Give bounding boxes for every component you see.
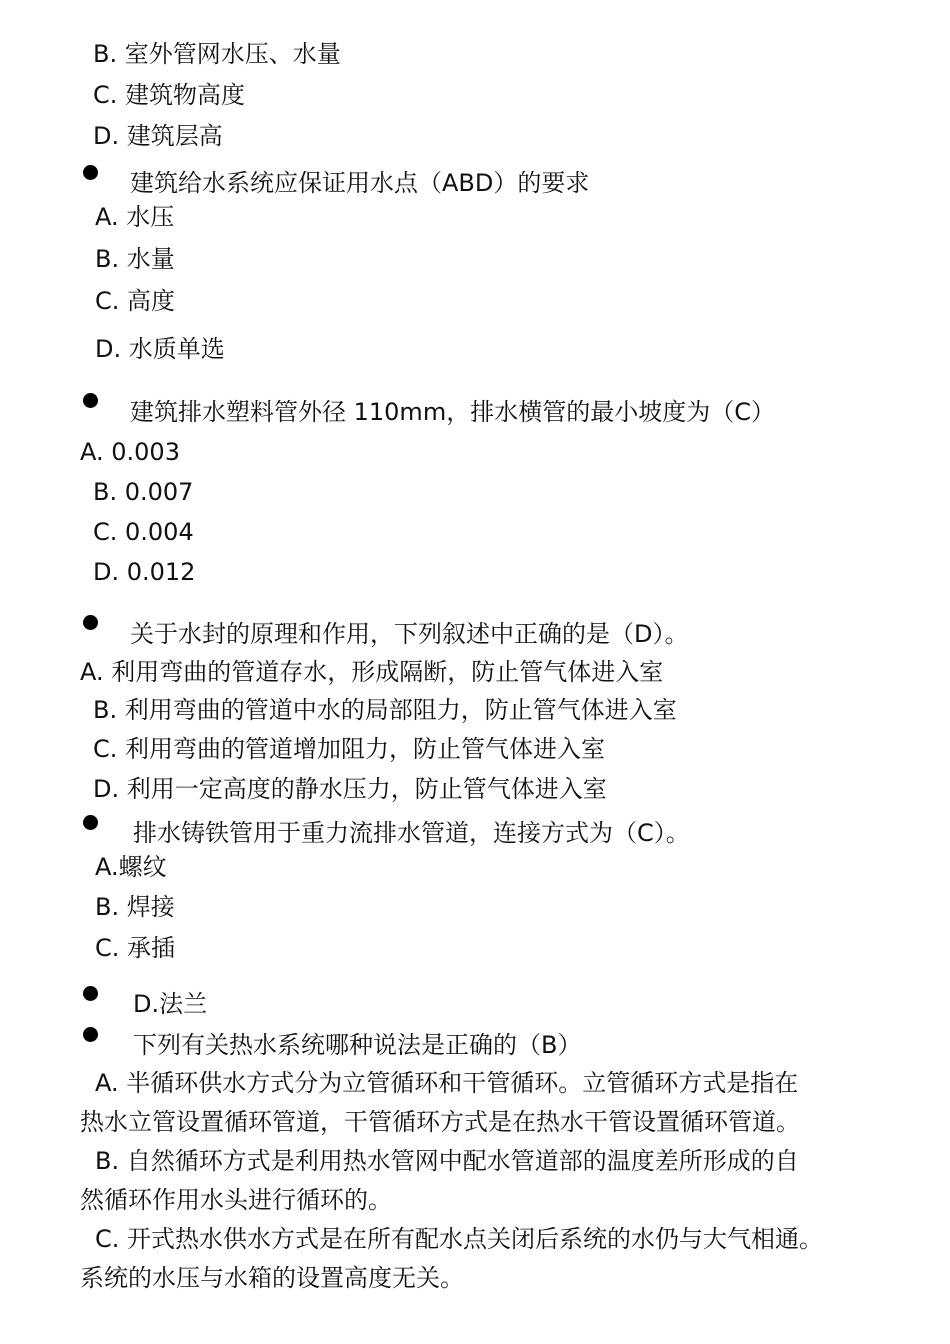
option-line: C. 利用弯曲的管道增加阻力，防止管气体进入室	[93, 735, 606, 763]
question-line: 关于水封的原理和作用，下列叙述中正确的是（D）。	[130, 620, 689, 648]
option-line: B. 焊接	[95, 893, 175, 921]
option-line: B. 0.007	[93, 478, 194, 506]
bullet-icon	[83, 393, 98, 408]
option-line: D. 0.012	[93, 558, 196, 586]
option-line: D.法兰	[133, 990, 208, 1018]
bullet-icon	[83, 1027, 98, 1042]
option-line: A. 利用弯曲的管道存水，形成隔断，防止管气体进入室	[80, 658, 664, 686]
option-line: A. 0.003	[80, 438, 180, 466]
option-line: B. 利用弯曲的管道中水的局部阻力，防止管气体进入室	[93, 696, 677, 724]
paragraph-line: A. 半循环供水方式分为立管循环和干管循环。立管循环方式是指在	[95, 1069, 799, 1097]
paragraph-line: B. 自然循环方式是利用热水管网中配水管道部的温度差所形成的自	[95, 1147, 799, 1175]
paragraph-line: 热水立管设置循环管道，干管循环方式是在热水干管设置循环管道。	[80, 1108, 800, 1136]
option-line: D. 水质单选	[95, 335, 225, 363]
option-line: C. 建筑物高度	[93, 81, 246, 109]
bullet-icon	[83, 815, 98, 830]
option-line: A.螺纹	[95, 853, 167, 881]
question-line: 下列有关热水系统哪种说法是正确的（B）	[133, 1031, 582, 1059]
question-line: 建筑给水系统应保证用水点（ABD）的要求	[130, 169, 590, 197]
option-line: B. 室外管网水压、水量	[93, 40, 341, 68]
option-line: C. 0.004	[93, 518, 194, 546]
question-line: 排水铸铁管用于重力流排水管道，连接方式为（C）。	[133, 819, 690, 847]
option-line: B. 水量	[95, 245, 175, 273]
option-line: D. 建筑层高	[93, 122, 223, 150]
option-line: C. 高度	[95, 287, 176, 315]
option-line: D. 利用一定高度的静水压力，防止管气体进入室	[93, 775, 607, 803]
option-line: C. 承插	[95, 934, 176, 962]
bullet-icon	[83, 615, 98, 630]
bullet-icon	[83, 986, 98, 1001]
paragraph-line: 系统的水压与水箱的设置高度无关。	[80, 1264, 464, 1292]
paragraph-line: C. 开式热水供水方式是在所有配水点关闭后系统的水仍与大气相通。	[95, 1225, 824, 1253]
question-line: 建筑排水塑料管外径 110mm，排水横管的最小坡度为（C）	[130, 398, 775, 426]
option-line: A. 水压	[95, 203, 175, 231]
bullet-icon	[83, 165, 98, 180]
paragraph-line: 然循环作用水头进行循环的。	[80, 1186, 392, 1214]
